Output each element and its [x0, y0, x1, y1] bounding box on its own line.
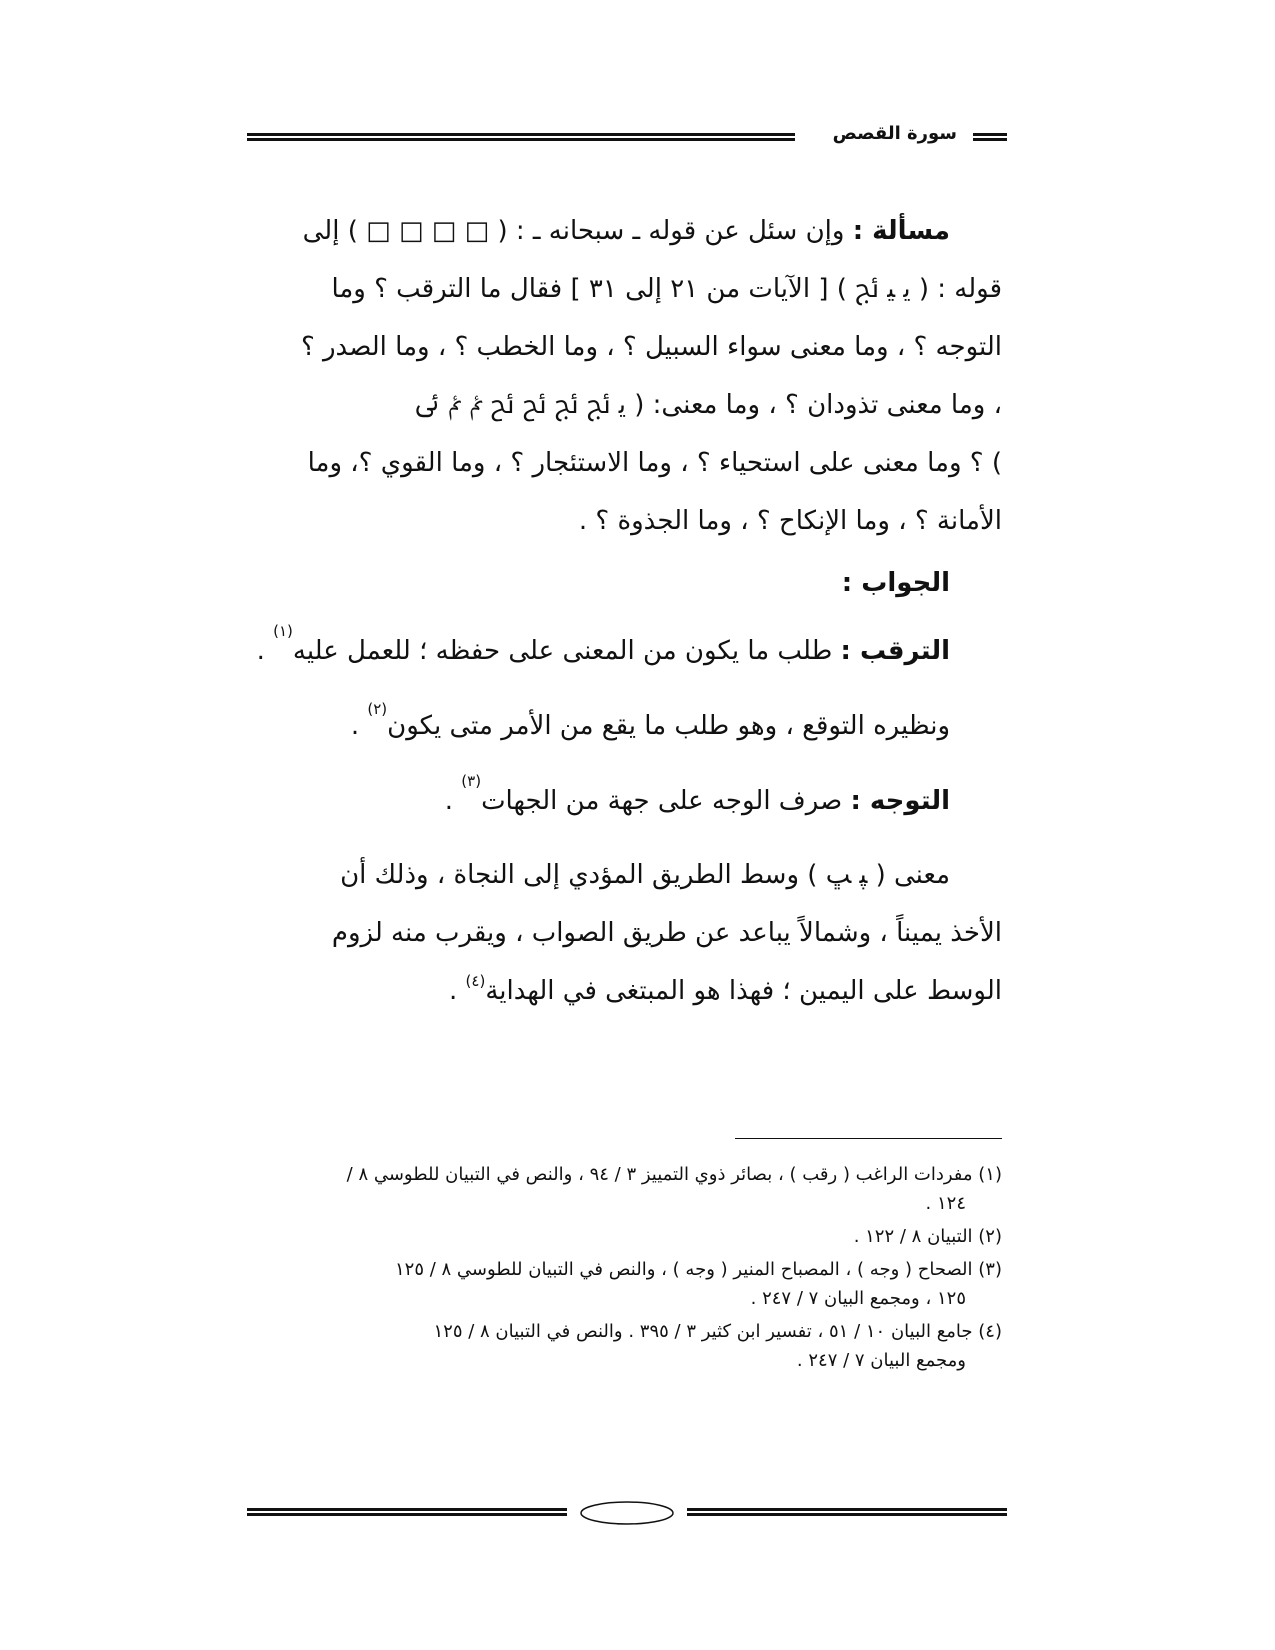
footnote-1-line-2: ١٢٤ .	[925, 1193, 966, 1214]
tawaqqu-text: ونظيره التوقع ، وهو طلب ما يقع من الأمر متى يكون	[387, 711, 950, 741]
footnote-3	[250, 1255, 1002, 1313]
footnote-ref-3[interactable]: (٣)	[461, 772, 482, 790]
footnote-ref-2[interactable]: (٢)	[367, 700, 388, 718]
answer-line-1	[250, 612, 1002, 690]
footnote-4-line-1: (٤) جامع البيان ١٠ / ٥١ ، تفسير ابن كثير ٣ / ٣٩٥ . والنص في التبيان ٨ / ١٢٥	[433, 1321, 1002, 1342]
answer-line-3	[250, 762, 1002, 840]
page-header	[247, 123, 1007, 151]
punctuation: .	[449, 976, 466, 1006]
footnotes	[250, 1160, 1002, 1375]
page-number-oval	[579, 1500, 675, 1526]
definition-tarqub: طلب ما يكون من المعنى على حفظه ؛ للعمل عليه	[292, 636, 841, 666]
footnote-4-line-2: ومجمع البيان ٧ / ٢٤٧ .	[796, 1350, 966, 1371]
header-rule-right	[973, 133, 1007, 141]
question-line-1	[250, 202, 1002, 260]
hidaya-text: الوسط على اليمين ؛ فهذا هو المبتغى في الهداية	[485, 976, 1002, 1006]
term-tawajjuh: التوجه :	[850, 786, 950, 816]
question-line-3: التوجه ؟ ، وما معنى سواء السبيل ؟ ، وما الخطب ؟ ، وما الصدر ؟	[300, 332, 1002, 362]
answer-line-5: الأخذ يميناً ، وشمالاً يباعد عن طريق الصواب ، ويقرب منه لزوم	[331, 918, 1002, 948]
answer-line-2	[250, 690, 1002, 762]
page-footer	[247, 1500, 1007, 1530]
footnote-1-line-1: (١) مفردات الراغب ( رقب ) ، بصائر ذوي التمييز ٣ / ٩٤ ، والنص في التبيان للطوسي ٨ /	[346, 1164, 1002, 1185]
footnote-2	[250, 1222, 1002, 1251]
answer-line-4: معنى ( ﭙ ﭛ ) وسط الطريق المؤدي إلى النجاة ، وذلك أن	[340, 860, 950, 890]
punctuation: .	[444, 786, 462, 816]
question-line-4: ، وما معنى تذودان ؟ ، وما معنى: ( ﯾ ﰀ ﰀ ﰁ ﰁ ﰂ ﰂ ﰃ	[414, 390, 1002, 420]
question-text-1: وإن سئل عن قوله ـ سبحانه ـ : ( □ □ □ □ ) إلى	[302, 216, 853, 246]
header-rule-left	[247, 133, 795, 141]
question-label: مسألة :	[852, 216, 950, 246]
footnote-1	[250, 1160, 1002, 1218]
footnote-ref-4[interactable]: (٤)	[465, 972, 486, 990]
definition-tawajjuh: صرف الوجه على جهة من الجهات	[481, 786, 851, 816]
footnote-3-line-2: ١٢٥ ، ومجمع البيان ٧ / ٢٤٧ .	[750, 1288, 966, 1309]
footnote-ref-1[interactable]: (١)	[273, 622, 293, 640]
question-line-6: الأمانة ؟ ، وما الإنكاح ؟ ، وما الجذوة ؟ .	[578, 506, 1002, 536]
punctuation: .	[256, 636, 274, 666]
punctuation: .	[350, 711, 368, 741]
footnote-separator	[735, 1138, 1002, 1139]
answer-heading: الجواب :	[841, 568, 950, 598]
footer-rule-left	[247, 1508, 567, 1516]
footnote-4	[250, 1317, 1002, 1375]
answer-line-6	[250, 962, 1002, 1020]
question-line-2: قوله : ( ﯾ ﯿ ﰀ ) [ الآيات من ٢١ إلى ٣١ ] فقال ما الترقب ؟ وما	[331, 274, 1002, 304]
question-line-5: ) ؟ وما معنى على استحياء ؟ ، وما الاستئجار ؟ ، وما القوي ؟، وما	[307, 448, 1002, 478]
term-tarqub: الترقب :	[840, 636, 950, 666]
surah-title: سورة القصص	[832, 123, 957, 144]
footnote-3-line-1: (٣) الصحاح ( وجه ) ، المصباح المنير ( وجه ) ، والنص في التبيان للطوسي ٨ / ١٢٥	[394, 1259, 1002, 1280]
main-text	[250, 202, 1002, 1020]
footnote-2-line-1: (٢) التبيان ٨ / ١٢٢ .	[853, 1226, 1002, 1247]
footer-rule-right	[687, 1508, 1007, 1516]
